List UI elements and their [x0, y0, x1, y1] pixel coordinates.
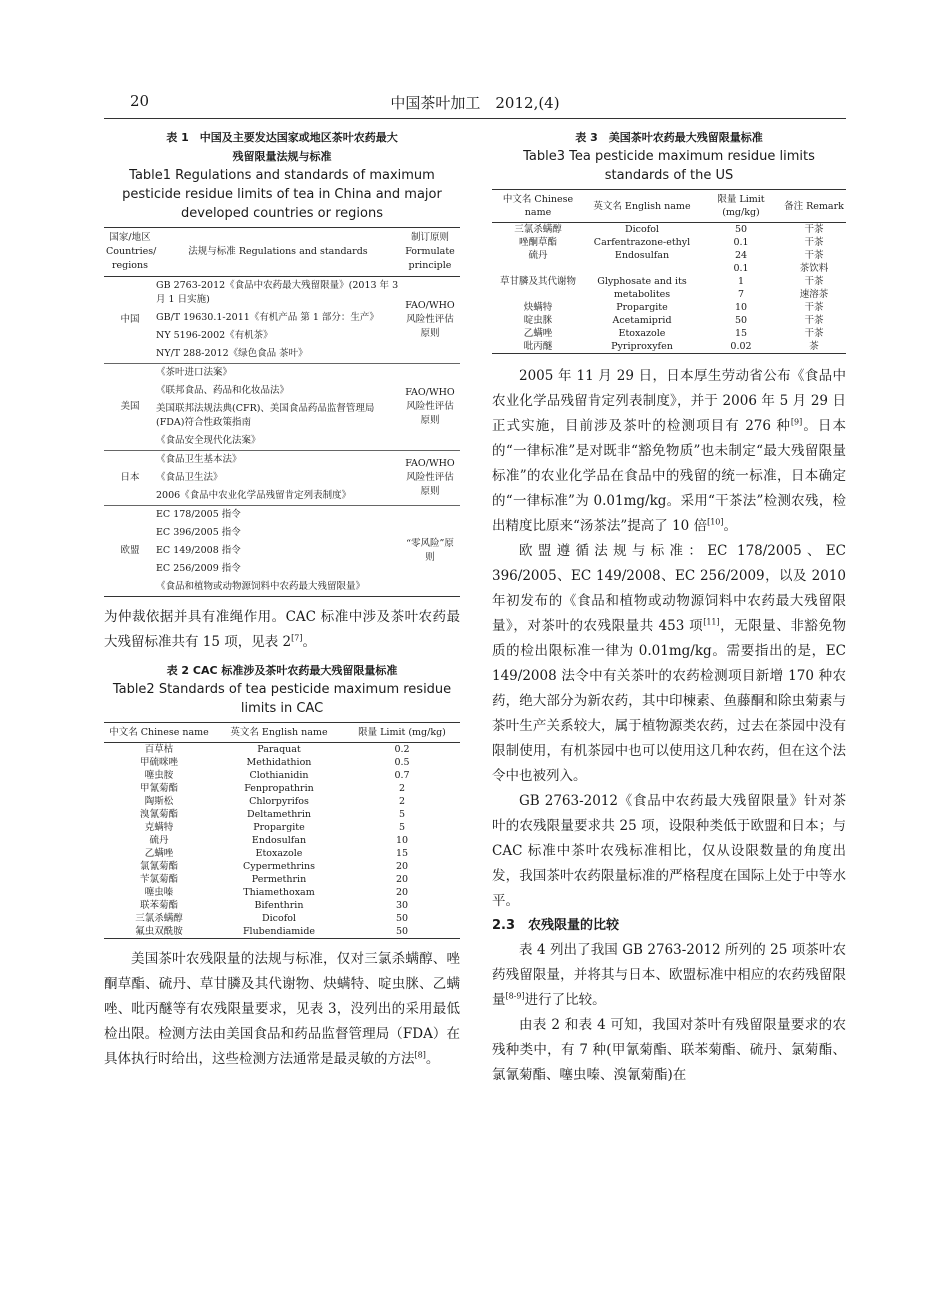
- table2-row: [104, 860, 460, 873]
- table2-cell: 三氯杀螨醇: [135, 913, 183, 924]
- table3-row: [492, 262, 846, 275]
- table2-cell: Permethrin: [251, 874, 307, 885]
- table2-cell: Clothianidin: [249, 770, 309, 781]
- left-column: [104, 128, 460, 1072]
- table1-principle-cell: “零风险”原则: [400, 506, 460, 597]
- table1-law-cell: EC 149/2008 指令: [156, 545, 241, 556]
- table2-cell: 20: [395, 861, 409, 872]
- citation-7: [7]: [291, 633, 303, 643]
- table1-row: [104, 277, 460, 310]
- table2-cell: 50: [395, 913, 409, 924]
- right-paragraph-4-text: 表 4 列出了我国 GB 2763-2012 所列的 25 项茶叶农药残留限量，并将其与日本、欧盟标准中相应的农药残留限量: [492, 942, 846, 1008]
- table2-cell: 50: [395, 926, 409, 937]
- table3-cell: 茶饮料: [799, 263, 829, 274]
- table1-principle-cell: FAO/WHO 风险性评估原则: [400, 451, 460, 506]
- table3-header-remark: 备注 Remark: [782, 190, 846, 223]
- table3-cell: 50: [734, 224, 748, 235]
- table1-row: [104, 364, 460, 383]
- table3-caption: [492, 128, 846, 185]
- table2-cell: Cypermethrins: [242, 861, 316, 872]
- table2-cell: 20: [395, 887, 409, 898]
- table2-cell: 溴氰菊酯: [139, 809, 178, 820]
- table1-law-cell: EC 256/2009 指令: [156, 563, 241, 574]
- table2-cell: 联苯菊酯: [139, 900, 178, 911]
- left-paragraph-1-tail: 。: [302, 634, 316, 650]
- table3-cell: Propargite: [616, 302, 668, 313]
- table2-row: [104, 821, 460, 834]
- table3-caption-en: Table3 Tea pesticide maximum residue limits standards of the US: [523, 149, 815, 183]
- table3-cell: 干茶: [804, 224, 824, 235]
- table1-caption: [104, 128, 460, 223]
- table3-caption-zh: 表 3 美国茶叶农药最大残留限量标准: [575, 131, 763, 144]
- table3-cell: 乙螨唑: [523, 328, 553, 339]
- table2-cell: 5: [398, 822, 406, 833]
- table1-law-cell: 《联邦食品、药品和化妆品法》: [156, 385, 290, 396]
- table2-cell: Deltamethrin: [246, 809, 312, 820]
- table2-row: [104, 847, 460, 860]
- table3-cell: [492, 262, 584, 275]
- table3-cell: 吡丙醚: [523, 341, 553, 352]
- table2-cell: 陶斯松: [144, 796, 174, 807]
- table3-cell: 干茶: [804, 302, 824, 313]
- table1-law-cell: 《茶叶进口法案》: [156, 364, 400, 383]
- table3-cell: 啶虫脒: [523, 315, 553, 326]
- table1-law-cell: 《食品卫生基本法》: [156, 451, 400, 470]
- table2-row: [104, 808, 460, 821]
- left-paragraph-1-text: 为仲裁依据并具有准绳作用。CAC 标准中涉及茶叶农药最大残留标准共有 15 项，见表 2: [104, 609, 460, 650]
- table2-body: [104, 743, 460, 939]
- table3-row: [492, 288, 846, 301]
- journal-name: 中国茶叶加工 2012,(4): [390, 94, 560, 112]
- table3-row: [492, 314, 846, 327]
- table2-cell: Dicofol: [262, 913, 296, 924]
- table2-header-zh: 中文名 Chinese name: [104, 723, 214, 743]
- table3-header-en: 英文名 English name: [584, 190, 700, 223]
- table3-cell: 速溶茶: [799, 289, 829, 300]
- right-column: [492, 128, 846, 1088]
- table3-cell: Glyphosate and its: [597, 276, 687, 287]
- table1-law-cell: 《食品卫生法》: [156, 472, 223, 483]
- table2-cell: 甲氰菊酯: [139, 783, 178, 794]
- left-paragraph-2: [104, 947, 460, 1072]
- table1-caption-zh-line2: 残留限量法规与标准: [232, 150, 332, 163]
- table2-row: [104, 756, 460, 769]
- citation-8-9: [8-9]: [505, 991, 525, 1001]
- table1-header-region: 国家/地区 Countries/ regions: [104, 228, 156, 277]
- running-header: [104, 92, 846, 119]
- table1-principle-cell: FAO/WHO 风险性评估原则: [400, 364, 460, 451]
- right-paragraph-1: [492, 364, 846, 539]
- table1-law-cell: 《食品安全现代化法案》: [156, 435, 261, 446]
- citation-11: [11]: [703, 617, 720, 627]
- right-paragraph-2-text: 欧盟遵循法规与标准：EC 178/2005、EC 396/2005、EC 149/2008、EC 256/2009，以及 2010 年初发布的《食品和植物或动物源饲料中农药最大残留限量》，对茶叶的农残限量共 453 项: [492, 543, 846, 634]
- table2-row: [104, 769, 460, 782]
- table2-row: [104, 743, 460, 757]
- table1-body: [104, 277, 460, 597]
- table2-cell: 10: [395, 835, 409, 846]
- right-paragraph-1-tail: 。: [723, 518, 737, 534]
- table1-law-cell: EC 178/2005 指令: [156, 506, 400, 525]
- table2-cell: 硫丹: [149, 835, 169, 846]
- table1-region-cell: 欧盟: [104, 506, 156, 597]
- table1-header-laws: 法规与标准 Regulations and standards: [156, 228, 400, 277]
- left-paragraph-2-tail: 。: [425, 1051, 440, 1067]
- table3-cell: 0.1: [733, 237, 749, 248]
- left-paragraph-2-text: 美国茶叶农残限量的法规与标准，仅对三氯杀螨醇、唑酮草酯、硫丹、草甘膦及其代谢物、炔螨特、啶虫脒、乙螨唑、吡丙醚等有农残限量要求，见表 3，没列出的采用最低检出限。检测方法由美国食品和药品监督管理局（FDA）在具体执行时给出，这些检测方法通常是最灵敏的方法: [104, 951, 460, 1067]
- table3-body: [492, 223, 846, 354]
- table3-cell: Dicofol: [625, 224, 659, 235]
- table1-law-cell: 美国联邦法规法典(CFR)、美国食品药品监督管理局(FDA)符合性政策指南: [156, 403, 375, 428]
- table1-caption-zh-line1: 表 1 中国及主要发达国家或地区茶叶农药最大: [166, 131, 398, 144]
- section-heading-2-3: 2.3 农残限量的比较: [492, 918, 620, 933]
- table3-cell: 24: [734, 250, 748, 261]
- table3-cell: 茶: [809, 341, 819, 352]
- table2-cell: Etoxazole: [255, 848, 303, 859]
- table2-caption: [104, 661, 460, 718]
- table2-cell: 氯氰菊酯: [139, 861, 178, 872]
- table3-row: [492, 236, 846, 249]
- table2-cell: 0.5: [394, 757, 410, 768]
- table2-cell: 噻虫胺: [144, 770, 174, 781]
- table1-law-cell: EC 396/2005 指令: [156, 527, 241, 538]
- table1-law-cell: 2006《食品中农业化学品残留肯定列表制度》: [156, 490, 352, 501]
- table2-cell: Endosulfan: [251, 835, 307, 846]
- table1: [104, 227, 460, 597]
- table2-row: [104, 912, 460, 925]
- table2-cell: 0.2: [394, 744, 410, 755]
- table3-cell: 干茶: [804, 250, 824, 261]
- citation-8: [8]: [414, 1050, 426, 1060]
- table3-cell: 7: [737, 289, 745, 300]
- table2-cell: 0.7: [394, 770, 410, 781]
- table3-cell: Endosulfan: [614, 250, 670, 261]
- page-number: 20: [130, 92, 150, 110]
- citation-9: [9]: [790, 417, 803, 427]
- table3-header-limit: 限量 Limit (mg/kg): [700, 190, 782, 223]
- table2-cell: 苄氯菊酯: [139, 874, 178, 885]
- table3-cell: [492, 288, 584, 301]
- table2-row: [104, 782, 460, 795]
- table3-cell: 三氯杀螨醇: [514, 224, 562, 235]
- table3-cell: 干茶: [804, 315, 824, 326]
- table2: [104, 722, 460, 939]
- table2-cell: 30: [395, 900, 409, 911]
- table2-cell: Paraquat: [257, 744, 301, 755]
- table2-cell: Methidathion: [246, 757, 312, 768]
- table3-cell: metabolites: [613, 289, 671, 300]
- table2-cell: 氟虫双酰胺: [135, 926, 183, 937]
- table2-cell: Flubendiamide: [242, 926, 316, 937]
- table1-region-cell: 中国: [120, 314, 140, 325]
- table2-cell: 噻虫嗪: [144, 887, 174, 898]
- table3-cell: Carfentrazone-ethyl: [593, 237, 691, 248]
- table3: [492, 189, 846, 354]
- right-paragraph-4: [492, 938, 846, 1013]
- table2-cell: 百草枯: [144, 744, 174, 755]
- table2-cell: Chlorpyrifos: [249, 796, 309, 807]
- table3-cell: Etoxazole: [618, 328, 666, 339]
- table1-caption-en: Table1 Regulations and standards of maximum pesticide residue limits of tea in China and major developed countries or regions: [122, 168, 442, 221]
- table2-caption-en: Table2 Standards of tea pesticide maximum residue limits in CAC: [112, 682, 452, 716]
- table3-cell: 15: [734, 328, 748, 339]
- table2-cell: 15: [395, 848, 409, 859]
- table3-row: [492, 340, 846, 354]
- table2-cell: 乙螨唑: [144, 848, 174, 859]
- left-paragraph-1: [104, 605, 460, 655]
- table3-cell: Pyriproxyfen: [611, 341, 673, 352]
- right-paragraph-1-text: 2005 年 11 月 29 日，日本厚生劳动省公布《食品中农业化学品残留肯定列表制度》，并于 2006 年 5 月 29 日正式实施，目前涉及茶叶的检测项目有 276 种: [492, 368, 846, 434]
- right-paragraph-2: [492, 539, 846, 789]
- table1-region-cell: 日本: [104, 451, 156, 506]
- table2-header-limit: 限量 Limit (mg/kg): [344, 723, 460, 743]
- table1-row: [104, 506, 460, 525]
- right-paragraph-5: 由表 2 和表 4 可知，我国对茶叶有残留限量要求的农残种类中，有 7 种(甲氰菊酯、联苯菊酯、硫丹、氯菊酯、氯氰菊酯、噻虫嗪、溴氰菊酯)在: [492, 1017, 846, 1083]
- table3-cell: 10: [734, 302, 748, 313]
- table2-row: [104, 886, 460, 899]
- table3-cell: 1: [737, 276, 745, 287]
- table3-row: [492, 301, 846, 314]
- right-paragraph-1-mid: 。日本的“一律标准”是对既非“豁免物质”也未制定“最大残留限量标准”的农业化学品在食品中的残留的统一标准，日本确定的“一律标准”为 0.01mg/kg。采用“干茶法”检测农残，检出精度比原来“汤茶法”提高了 10 倍: [492, 418, 846, 534]
- table2-cell: Propargite: [253, 822, 305, 833]
- table1-header-principle: 制订原则 Formulate principle: [400, 228, 460, 277]
- table2-row: [104, 795, 460, 808]
- table3-cell: 0.1: [733, 263, 749, 274]
- table2-cell: 20: [395, 874, 409, 885]
- table2-cell: Fenpropathrin: [244, 783, 314, 794]
- table2-row: [104, 899, 460, 912]
- table3-row: [492, 249, 846, 262]
- table3-cell: [584, 262, 700, 275]
- table3-header-zh: 中文名 Chinese name: [492, 190, 584, 223]
- table1-law-cell: GB/T 19630.1-2011《有机产品 第 1 部分：生产》: [156, 312, 379, 323]
- table1-region-cell: 美国: [104, 364, 156, 451]
- table2-header-en: 英文名 English name: [214, 723, 344, 743]
- table2-cell: 甲硫咪唑: [139, 757, 178, 768]
- table2-cell: Bifenthrin: [254, 900, 304, 911]
- table2-cell: 5: [398, 809, 406, 820]
- table3-cell: 炔螨特: [523, 302, 553, 313]
- table2-row: [104, 834, 460, 847]
- table3-cell: 唑酮草酯: [518, 237, 557, 248]
- table1-principle-cell: FAO/WHO 风险性评估原则: [405, 300, 455, 339]
- table3-row: [492, 327, 846, 340]
- table3-row: [492, 223, 846, 237]
- table2-caption-zh: 表 2 CAC 标准涉及茶叶农药最大残留限量标准: [166, 664, 398, 677]
- table2-cell: 克螨特: [144, 822, 174, 833]
- table1-row: [104, 451, 460, 470]
- right-paragraph-4-tail: 进行了比较。: [524, 992, 606, 1008]
- table3-cell: 干茶: [804, 328, 824, 339]
- table1-law-cell: NY/T 288-2012《绿色食品 茶叶》: [156, 348, 308, 359]
- table2-row: [104, 873, 460, 886]
- table2-cell: 2: [398, 783, 406, 794]
- citation-10: [10]: [707, 517, 724, 527]
- right-paragraph-2-tail: ，无限量、非豁免物质的检出限标准一律为 0.01mg/kg。需要指出的是，EC 149/2008 法令中有关茶叶的农药检测项目新增 170 种农药，绝大部分为新农药，其中印楝素、鱼藤酮和除虫菊素与茶叶生产关系较大，属于植物源类农药，过去在茶园中没有限制使用，有机茶园中也可以使用这几种农药，但在这个法令中也被列入。: [492, 618, 847, 784]
- table1-law-cell: NY 5196-2002《有机茶》: [156, 330, 273, 341]
- table3-cell: 50: [734, 315, 748, 326]
- right-paragraph-3: GB 2763-2012《食品中农药最大残留限量》针对茶叶的农残限量要求共 25 项，设限种类低于欧盟和日本；与 CAC 标准中茶叶农残标准相比，仅从设限数量的角度出发，我国茶叶农药限量标准的严格程度在国际上处于中等水平。: [492, 793, 846, 909]
- table1-law-cell: GB 2763-2012《食品中农药最大残留限量》(2013 年 3 月 1 日实施): [156, 280, 399, 305]
- table2-cell: Thiamethoxam: [243, 887, 315, 898]
- table3-cell: 草甘膦及其代谢物: [499, 276, 576, 287]
- table3-cell: Acetamiprid: [612, 315, 672, 326]
- table3-row: [492, 275, 846, 288]
- table3-cell: 干茶: [804, 237, 824, 248]
- table1-law-cell: 《食品和植物或动物源饲料中农药最大残留限量》: [156, 581, 366, 592]
- table2-cell: 2: [398, 796, 406, 807]
- table3-cell: 干茶: [804, 276, 824, 287]
- table2-row: [104, 925, 460, 939]
- table3-cell: 硫丹: [528, 250, 548, 261]
- table3-cell: 0.02: [730, 341, 752, 352]
